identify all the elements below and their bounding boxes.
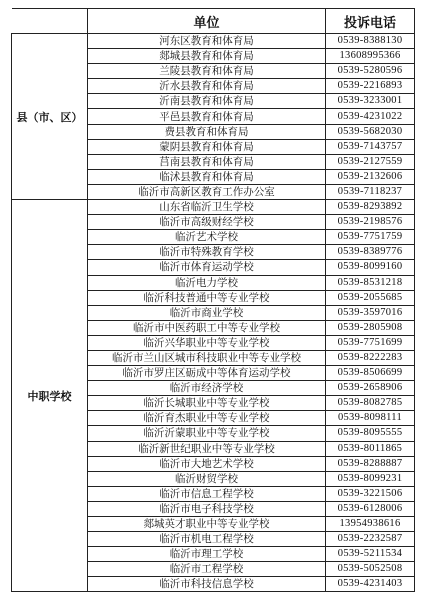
phone-cell: 0539-8288887 (326, 456, 415, 471)
header-category (12, 9, 88, 34)
unit-cell: 临沂兴华职业中等专业学校 (88, 335, 326, 350)
unit-cell: 临沂艺术学校 (88, 230, 326, 245)
phone-cell: 0539-8506699 (326, 366, 415, 381)
unit-cell: 临沂市科技信息学校 (88, 577, 326, 592)
phone-cell: 0539-7751759 (326, 230, 415, 245)
phone-cell: 0539-8099231 (326, 471, 415, 486)
unit-cell: 临沂市中医药职工中等专业学校 (88, 320, 326, 335)
unit-cell: 临沂沂蒙职业中等专业学校 (88, 426, 326, 441)
phone-cell: 0539-3221506 (326, 486, 415, 501)
unit-cell: 临沂市兰山区城市科技职业中等专业学校 (88, 350, 326, 365)
phone-cell: 0539-2216893 (326, 79, 415, 94)
phone-cell: 0539-7118237 (326, 184, 415, 199)
unit-cell: 平邑县教育和体育局 (88, 109, 326, 124)
category-label: 县（市、区） (12, 34, 88, 200)
phone-cell: 0539-8011865 (326, 441, 415, 456)
unit-cell: 兰陵县教育和体育局 (88, 64, 326, 79)
unit-cell: 临沂市特殊教育学校 (88, 245, 326, 260)
unit-cell: 临沂市电子科技学校 (88, 501, 326, 516)
header-unit: 单位 (88, 9, 326, 34)
unit-cell: 临沂科技普通中等专业学校 (88, 290, 326, 305)
phone-cell: 0539-2232587 (326, 532, 415, 547)
unit-cell: 临沂市高级财经学校 (88, 215, 326, 230)
unit-cell: 费县教育和体育局 (88, 124, 326, 139)
phone-cell: 0539-3233001 (326, 94, 415, 109)
unit-cell: 临沂财贸学校 (88, 471, 326, 486)
complaint-phone-table (11, 8, 415, 592)
unit-cell: 临沂电力学校 (88, 275, 326, 290)
phone-cell: 0539-8222283 (326, 350, 415, 365)
phone-cell: 13954938616 (326, 517, 415, 532)
unit-cell: 临沂市高新区教育工作办公室 (88, 184, 326, 199)
phone-cell: 0539-2805908 (326, 320, 415, 335)
phone-cell: 0539-8388130 (326, 34, 415, 49)
phone-cell: 0539-8389776 (326, 245, 415, 260)
table-header-row (12, 9, 415, 34)
unit-cell: 临沂长城职业中等专业学校 (88, 396, 326, 411)
unit-cell: 临沂市经济学校 (88, 381, 326, 396)
phone-cell: 0539-6128006 (326, 501, 415, 516)
unit-cell: 临沂市体育运动学校 (88, 260, 326, 275)
unit-cell: 临沂市工程学校 (88, 562, 326, 577)
phone-cell: 13608995366 (326, 49, 415, 64)
phone-cell: 0539-8098111 (326, 411, 415, 426)
unit-cell: 临沂市机电工程学校 (88, 532, 326, 547)
phone-cell: 0539-5052508 (326, 562, 415, 577)
phone-cell: 0539-3597016 (326, 305, 415, 320)
phone-cell: 0539-4231403 (326, 577, 415, 592)
unit-cell: 临沂市大地艺术学校 (88, 456, 326, 471)
header-phone: 投诉电话 (326, 9, 415, 34)
phone-cell: 0539-8531218 (326, 275, 415, 290)
phone-cell: 0539-2198576 (326, 215, 415, 230)
phone-cell: 0539-8099160 (326, 260, 415, 275)
table-row (12, 34, 415, 49)
unit-cell: 临沂市商业学校 (88, 305, 326, 320)
category-label: 中职学校 (12, 200, 88, 592)
unit-cell: 郯城英才职业中等专业学校 (88, 517, 326, 532)
phone-cell: 0539-5280596 (326, 64, 415, 79)
unit-cell: 山东省临沂卫生学校 (88, 200, 326, 215)
phone-cell: 0539-2127559 (326, 154, 415, 169)
unit-cell: 临沂新世纪职业中等专业学校 (88, 441, 326, 456)
phone-cell: 0539-2055685 (326, 290, 415, 305)
unit-cell: 郯城县教育和体育局 (88, 49, 326, 64)
table-row (12, 200, 415, 215)
phone-cell: 0539-7143757 (326, 139, 415, 154)
phone-cell: 0539-7751699 (326, 335, 415, 350)
phone-cell: 0539-2658906 (326, 381, 415, 396)
phone-cell: 0539-4231022 (326, 109, 415, 124)
unit-cell: 沂南县教育和体育局 (88, 94, 326, 109)
unit-cell: 河东区教育和体育局 (88, 34, 326, 49)
complaint-phone-document (11, 8, 415, 592)
phone-cell: 0539-5211534 (326, 547, 415, 562)
unit-cell: 临沂市信息工程学校 (88, 486, 326, 501)
phone-cell: 0539-2132606 (326, 169, 415, 184)
unit-cell: 临沂市罗庄区砺成中等体育运动学校 (88, 366, 326, 381)
unit-cell: 沂水县教育和体育局 (88, 79, 326, 94)
unit-cell: 蒙阴县教育和体育局 (88, 139, 326, 154)
unit-cell: 临沭县教育和体育局 (88, 169, 326, 184)
phone-cell: 0539-8095555 (326, 426, 415, 441)
unit-cell: 临沂市理工学校 (88, 547, 326, 562)
phone-cell: 0539-8082785 (326, 396, 415, 411)
phone-cell: 0539-8293892 (326, 200, 415, 215)
table-body (12, 34, 415, 592)
unit-cell: 莒南县教育和体育局 (88, 154, 326, 169)
phone-cell: 0539-5682030 (326, 124, 415, 139)
unit-cell: 临沂育杰职业中等专业学校 (88, 411, 326, 426)
